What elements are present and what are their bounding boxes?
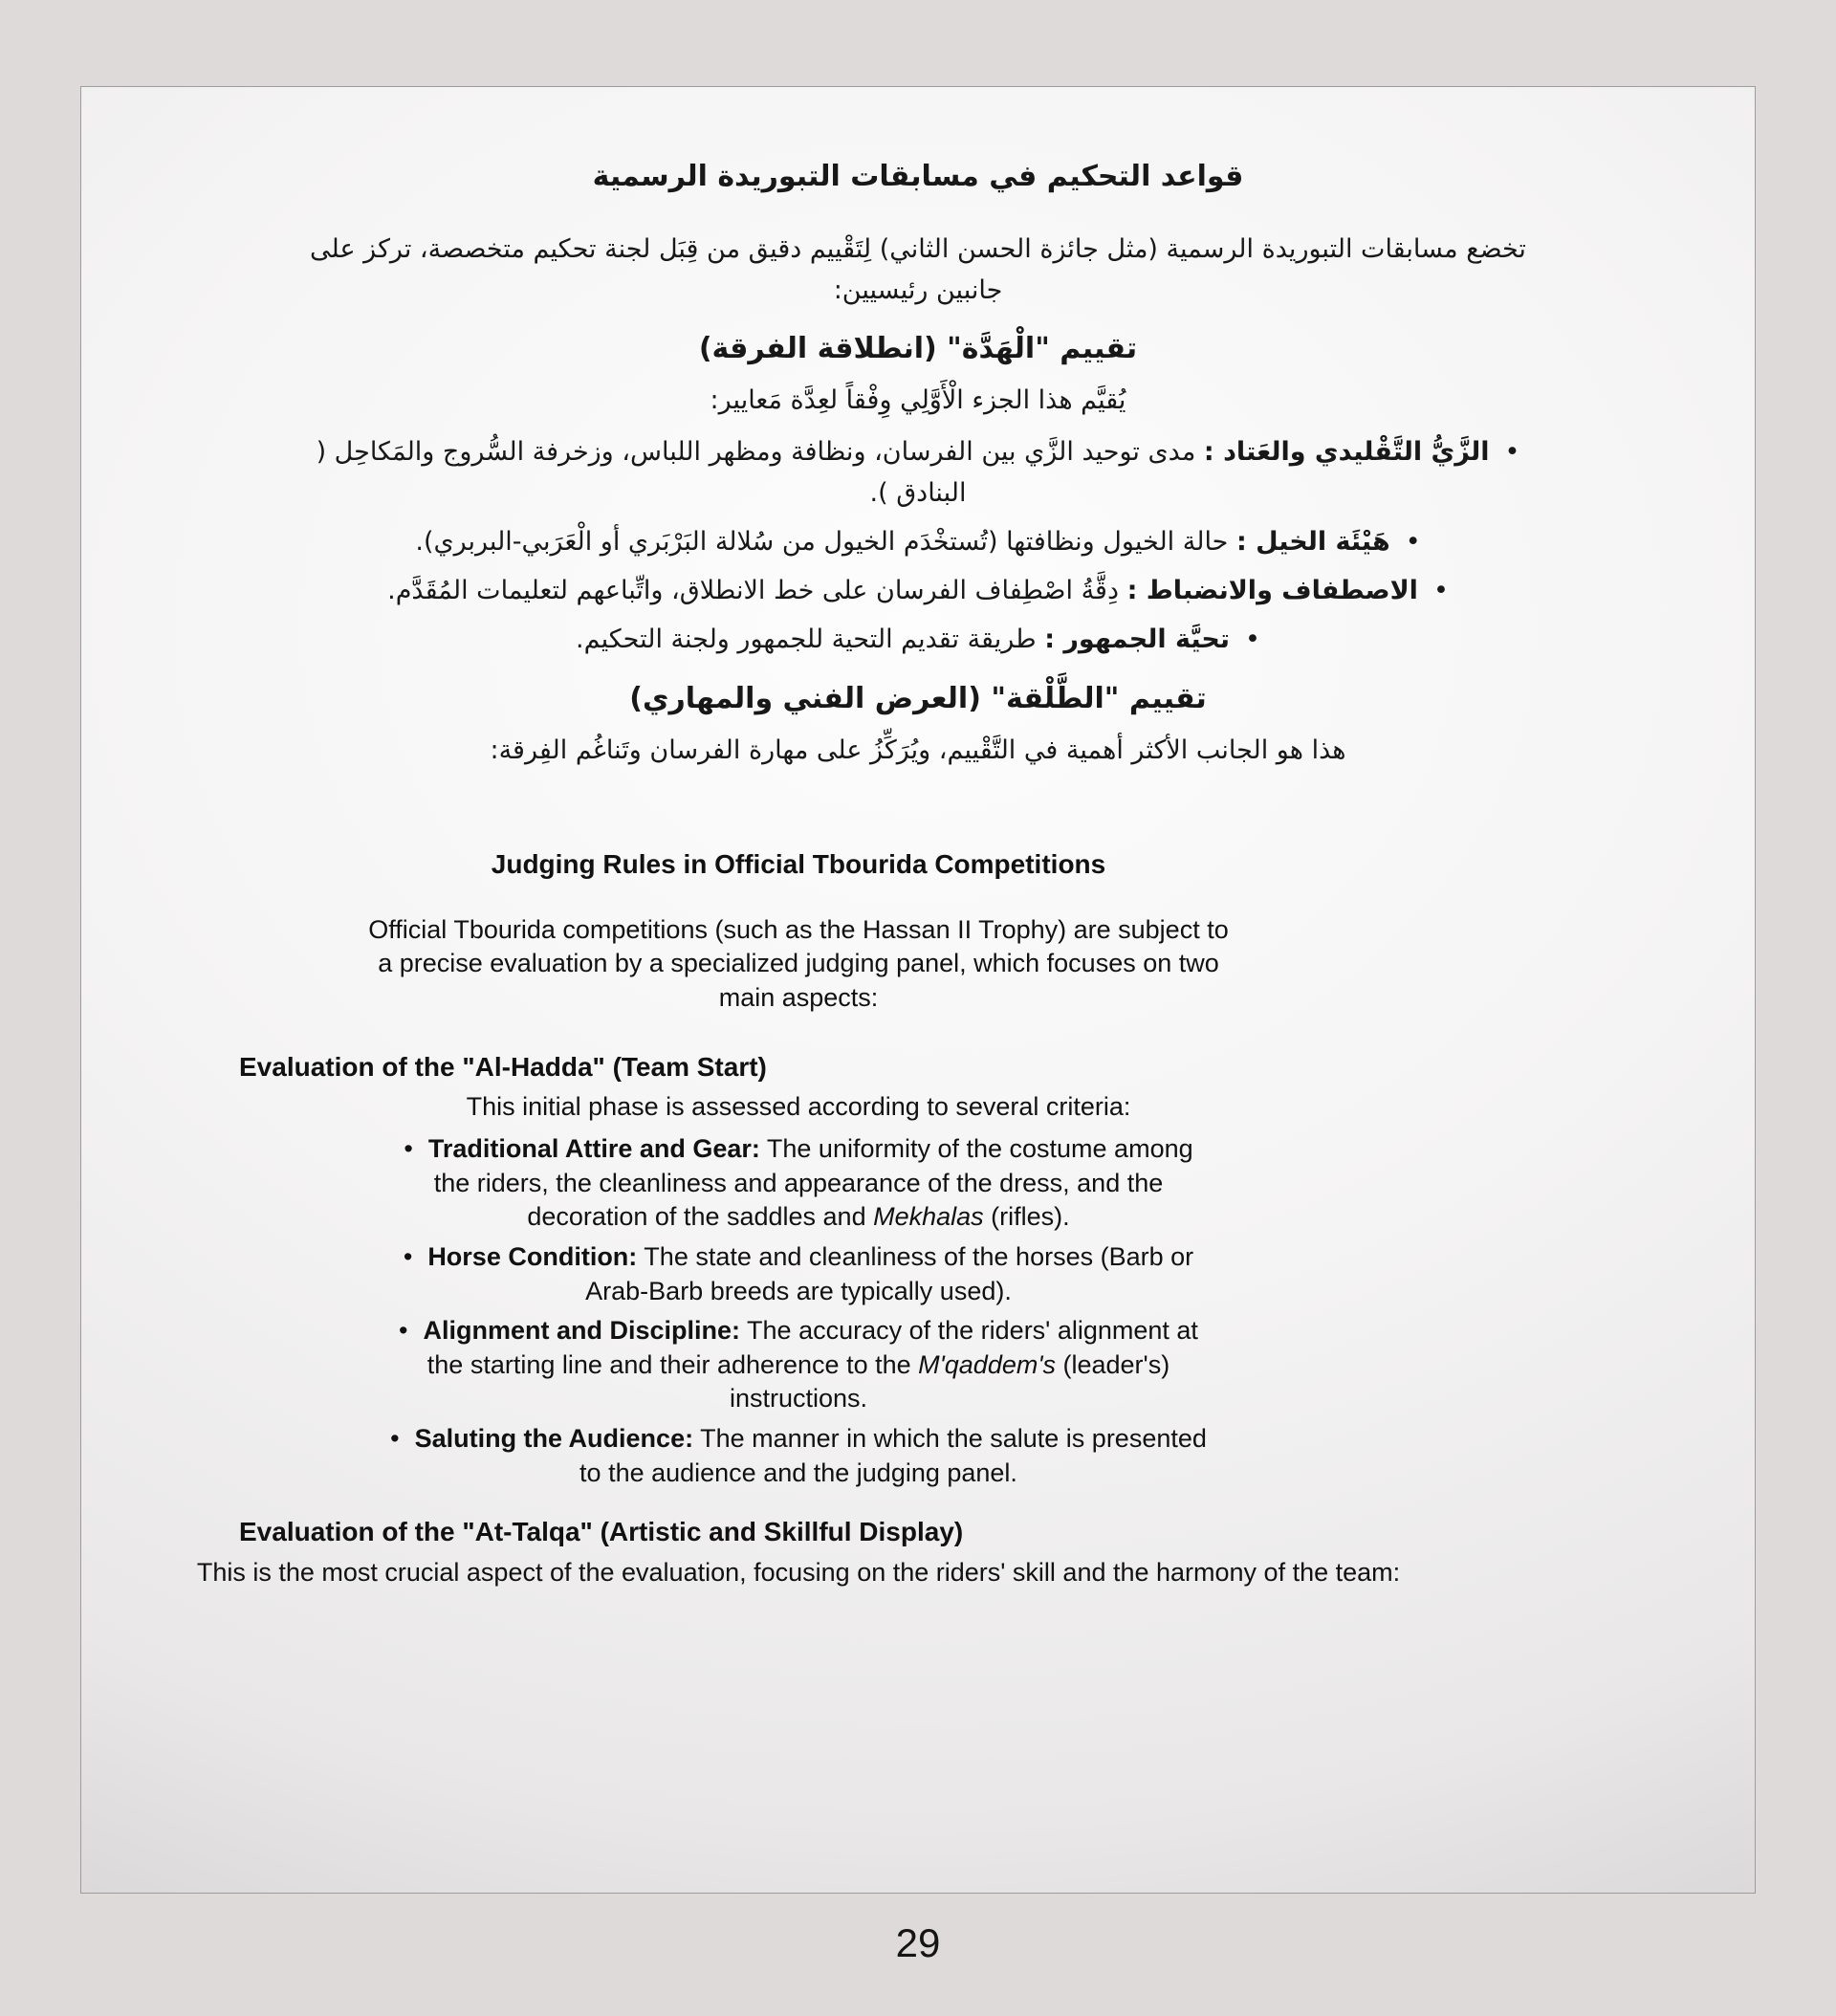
bullet-label: تحيَّة الجمهور : [1044, 625, 1231, 655]
list-item [277, 521, 1559, 562]
arabic-section2-intro: هذا هو الجانب الأكثر أهمية في التَّقْييم، ويُرَكِّزُ على مهارة الفرسان وتَناغُم الفِرقة: [490, 734, 1346, 765]
bullet-text: (leader's) instructions. [729, 1349, 1170, 1413]
arabic-section1-heading: تقييم "الْهَدَّة" (انطلاقة الفرقة) [698, 332, 1138, 366]
bullet-italic-term: Mekhalas [873, 1202, 984, 1232]
bullet-label: الزَّيُّ التَّقْليدي والعَتاد : [1203, 436, 1490, 467]
bullet-label: Saluting the Audience: [414, 1424, 694, 1454]
arabic-criteria-list [277, 431, 1559, 661]
page-number: 29 [895, 1920, 941, 1965]
bullet-label: الاصطفاف والانضباط : [1126, 576, 1418, 606]
bullet-label: Horse Condition: [427, 1241, 638, 1271]
arabic-section [172, 154, 1664, 771]
bullet-label: Traditional Attire and Gear: [427, 1134, 760, 1164]
english-section2-heading: Evaluation of the "At-Talqa" (Artistic and Skillful Display) [239, 1517, 964, 1547]
english-intro-paragraph: Official Tbourida competitions (such as the Hassan II Trophy) are subject to a precise evaluation by a specialized judging panel, which focuses on two main aspects: [368, 914, 1229, 1012]
arabic-title: قواعد التحكيم في مسابقات التبوريدة الرسمية [592, 160, 1244, 193]
arabic-intro-paragraph: تخضع مسابقات التبوريدة الرسمية (مثل جائزة الحسن الثاني) لِتَقْييم دقيق من قِبَل لجنة تحكيم متخصصة، تركز على جانبين رئيسيين: [310, 234, 1526, 306]
bullet-text: مدى توحيد الزَّي بين الفرسان، ونظافة ومظهر اللباس، وزخرفة السُّروج والمَكاحِل ( البنادق ). [316, 436, 1204, 508]
list-item [390, 1132, 1208, 1235]
list-item [390, 1314, 1208, 1416]
bullet-text: The accuracy of the riders' alignment at the starting line and their adherence to the [426, 1316, 1198, 1379]
list-item [390, 1240, 1208, 1308]
arabic-section1-intro: يُقيَّم هذا الجزء الْأَوَّلِي وِفْقاً لعِدَّة مَعايير: [710, 385, 1126, 416]
bullet-text: دِقَّةُ اصْطِفاف الفرسان على خط الانطلاق، واتِّباعهم لتعليمات المُقَدَّم. [387, 576, 1127, 606]
bullet-text: The manner in which the salute is presented to the audience and the judging panel. [579, 1424, 1207, 1487]
english-criteria-list [390, 1132, 1208, 1490]
bullet-text: حالة الخيول ونظافتها (تُستخْدَم الخيول من سُلالة البَرْبَري أو الْعَرَبي-البربري). [415, 526, 1236, 557]
english-section [172, 847, 1425, 1590]
list-item [277, 431, 1559, 514]
bullet-text: The state and cleanliness of the horses (Barb or Arab-Barb breeds are typically used). [585, 1241, 1194, 1305]
english-title: Judging Rules in Official Tbourida Competitions [491, 848, 1106, 879]
list-item [277, 619, 1559, 660]
english-section1-heading: Evaluation of the "Al-Hadda" (Team Start) [239, 1051, 767, 1082]
bullet-label: هَيْئَة الخيل : [1235, 526, 1390, 557]
bullet-text: (rifles). [983, 1202, 1070, 1232]
bullet-label: Alignment and Discipline: [423, 1316, 741, 1346]
bullet-text: طريقة تقديم التحية للجمهور ولجنة التحكيم. [576, 625, 1045, 655]
english-section2-intro: This is the most crucial aspect of the evaluation, focusing on the riders' skill and the harmony of the team: [196, 1558, 1401, 1588]
arabic-section2-heading: تقييم "الطَّلْقة" (العرض الفني والمهاري) [629, 681, 1207, 715]
list-item [390, 1422, 1208, 1490]
bullet-italic-term: M'qaddem's [918, 1349, 1056, 1379]
bullet-text: The uniformity of the costume among the riders, the cleanliness and appearance of the dress, and the decoration of the saddles and [433, 1134, 1193, 1232]
document-page [80, 86, 1756, 1894]
english-section1-intro: This initial phase is assessed according to several criteria: [466, 1092, 1131, 1122]
list-item [277, 570, 1559, 611]
